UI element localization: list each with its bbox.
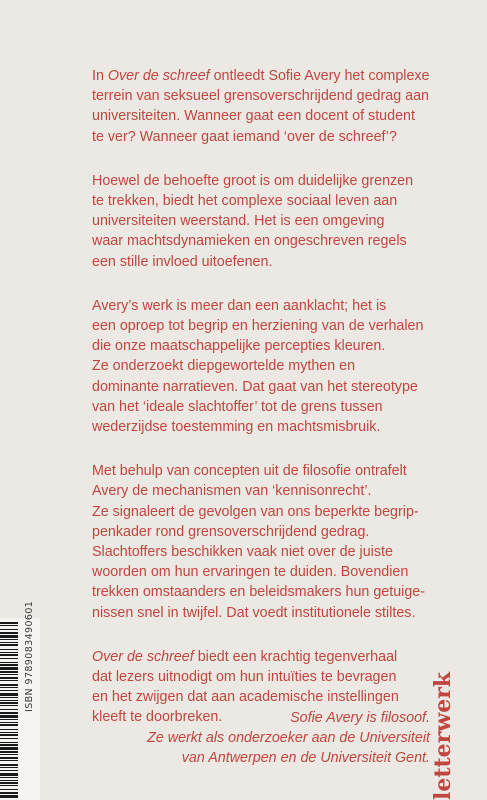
blurb-line	[92, 667, 432, 687]
barcode-bar	[0, 671, 18, 673]
blurb-text-run: universiteiten. Wanneer gaat een docent of student	[92, 108, 415, 125]
blurb-text-run: universiteiten weerstand. Het is een omgeving	[92, 213, 385, 230]
barcode-bar	[0, 649, 18, 650]
blurb-line	[92, 603, 432, 623]
blurb-line	[92, 461, 432, 481]
barcode-bar	[0, 777, 18, 778]
isbn-number: ISBN 9789083490601	[24, 600, 35, 712]
blurb-line	[92, 336, 432, 356]
barcode-bar	[0, 751, 18, 753]
barcode-bar	[0, 744, 18, 746]
blurb-line	[92, 106, 432, 126]
barcode-bar	[0, 712, 18, 714]
blurb-text-run: terrein van seksueel grensoverschrijdend gedrag aan	[92, 88, 429, 105]
barcode-bar	[0, 702, 18, 704]
barcode-bar	[0, 690, 18, 691]
barcode-bar	[0, 632, 18, 634]
author-note	[147, 708, 430, 769]
blurb-text-run: woorden om hun ervaringen te duiden. Bovendien	[92, 564, 409, 581]
blurb-line	[92, 502, 432, 522]
barcode-bar	[0, 734, 18, 736]
blurb-text-run: dominante narratieven. Dat gaat van het stereotype	[92, 378, 418, 395]
barcode-bar	[0, 742, 18, 743]
barcode-bar	[0, 622, 18, 624]
barcode-bar	[0, 629, 18, 630]
barcode-bar	[0, 782, 18, 784]
blurb-line	[92, 86, 432, 106]
blurb-text-run: nissen snel in twijfel. Dat voedt institutionele stiltes.	[92, 604, 416, 621]
barcode-bar	[0, 738, 18, 739]
author-note-line: van Antwerpen en de Universiteit Gent.	[181, 750, 430, 767]
blurb-paragraph	[92, 171, 432, 272]
barcode-bar	[0, 674, 18, 675]
blurb-text-run: In	[92, 68, 108, 84]
barcode-bar	[0, 709, 18, 710]
barcode-bar	[0, 757, 18, 759]
barcode-bar	[0, 654, 18, 656]
blurb-line	[92, 397, 432, 417]
blurb-text-run: waar machtsdynamieken en ongeschreven regels	[92, 233, 407, 250]
barcode-bar	[0, 747, 18, 750]
blurb-line	[92, 296, 432, 316]
blurb-line	[92, 356, 432, 376]
barcode-bar	[0, 652, 18, 653]
blurb-paragraph	[92, 296, 432, 437]
barcode-bar	[0, 697, 18, 698]
blurb-text-run: van het ‘ideale slachtoffer’ tot de grens tussen	[92, 398, 383, 415]
blurb-line	[92, 171, 432, 191]
blurb-line	[92, 252, 432, 272]
blurb-line	[92, 127, 432, 147]
author-note-line: Ze werkt als onderzoeker aan de Universiteit	[147, 730, 430, 747]
blurb-text-run: trekken omstaanders en beleidsmakers hun getuige-	[92, 584, 425, 601]
publisher-logo: letterwerk	[430, 671, 456, 800]
barcode-bar	[0, 773, 18, 776]
barcode-bar	[0, 664, 18, 666]
blurb-line	[92, 542, 432, 562]
barcode-bar	[0, 680, 18, 681]
barcode-bar	[0, 789, 18, 790]
blurb-text-run: een stille invloed uitoefenen.	[92, 253, 273, 270]
blurb-line	[92, 377, 432, 397]
blurb-line	[92, 231, 432, 251]
barcode-bar	[0, 639, 18, 640]
barcode-bar	[0, 764, 18, 766]
barcode-bar	[0, 658, 18, 659]
barcode-bar	[0, 792, 18, 794]
barcode-bar	[0, 785, 18, 786]
book-title-italic: Over de schreef	[107, 68, 210, 84]
barcode-bar	[0, 642, 18, 643]
barcode-bar	[0, 724, 18, 726]
blurb-paragraph	[92, 66, 432, 147]
blurb-text-run: dat lezers uitnodigt om hun intuïties te bevragen	[92, 669, 397, 686]
blurb-line	[92, 66, 432, 86]
barcode-bar	[0, 644, 18, 646]
blurb-text-run: te trekken, biedt het complexe sociaal leven aan	[92, 193, 398, 210]
blurb-text-run: biedt een krachtig tegenverhaal	[193, 648, 398, 665]
blurb-line	[92, 417, 432, 437]
blurb-line	[92, 582, 432, 602]
blurb-text-run: Slachtoffers beschikken vaak niet over de juiste	[92, 544, 393, 561]
blurb-line	[92, 481, 432, 501]
barcode-bar	[0, 684, 18, 686]
barcode-bar	[0, 687, 18, 688]
barcode-lines	[0, 618, 18, 800]
barcode-bar	[0, 662, 18, 663]
blurb-line	[92, 191, 432, 211]
barcode-bar	[0, 635, 18, 638]
blurb-line	[92, 687, 432, 707]
barcode-bar	[0, 625, 18, 626]
blurb-line	[92, 562, 432, 582]
blurb-text-run: kleeft te doorbreken.	[92, 709, 223, 726]
blurb-text-run: te ver? Wanneer gaat iemand ‘over de schreef’?	[92, 128, 397, 145]
barcode-bar	[0, 780, 18, 781]
blurb-text-run: die onze maatschappelijke percepties kleuren.	[92, 338, 386, 355]
blurb-line	[92, 522, 432, 542]
barcode-bar	[0, 693, 18, 696]
blurb-line	[92, 211, 432, 231]
blurb-paragraph	[92, 461, 432, 623]
barcode-bar	[0, 732, 18, 733]
blurb-line	[92, 316, 432, 336]
blurb-text-run: Ze signaleert de gevolgen van ons beperkte begrip-	[92, 503, 419, 520]
blurb-text-run: penkader rond grensoverschrijdend gedrag.	[92, 523, 370, 540]
blurb-text-run: een oproep tot begrip en herziening van de verhalen	[92, 318, 424, 335]
barcode-bar	[0, 715, 18, 718]
blurb-line	[92, 647, 432, 667]
barcode-bar	[0, 795, 18, 798]
barcode-bar	[0, 705, 18, 706]
book-title-italic: Over de schreef	[92, 648, 194, 665]
barcode-bar	[0, 677, 18, 679]
blurb-text-run: Met behulp van concepten uit de filosofie ontrafelt	[92, 463, 407, 480]
barcode-bar	[0, 667, 18, 670]
barcode-bar	[0, 754, 18, 755]
barcode-bar	[0, 767, 18, 768]
barcode-bar	[0, 700, 18, 701]
blurb-text-run: Avery de mechanismen van ‘kennisonrecht’.	[92, 483, 372, 500]
barcode-bar	[0, 770, 18, 771]
barcode-bar	[0, 722, 18, 723]
blurb-text-run: ontleedt Sofie Avery het complexe	[209, 68, 430, 84]
blurb-text	[92, 66, 432, 752]
blurb-text-run: Hoewel de behoefte groot is om duidelijke grenzen	[92, 172, 414, 189]
blurb-text-run: Avery’s werk is meer dan een aanklacht; het is	[92, 297, 387, 314]
blurb-text-run: en het zwijgen dat aan academische instellingen	[92, 689, 399, 706]
barcode-bar	[0, 719, 18, 720]
barcode-bar	[0, 760, 18, 761]
author-note-line: Sofie Avery is filosoof.	[290, 710, 430, 726]
blurb-text-run: Ze onderzoekt diepgewortelde mythen en	[92, 358, 356, 375]
blurb-text-run: wederzijdse toestemming en machtsmisbruik.	[92, 419, 381, 436]
barcode-bar	[0, 729, 18, 730]
